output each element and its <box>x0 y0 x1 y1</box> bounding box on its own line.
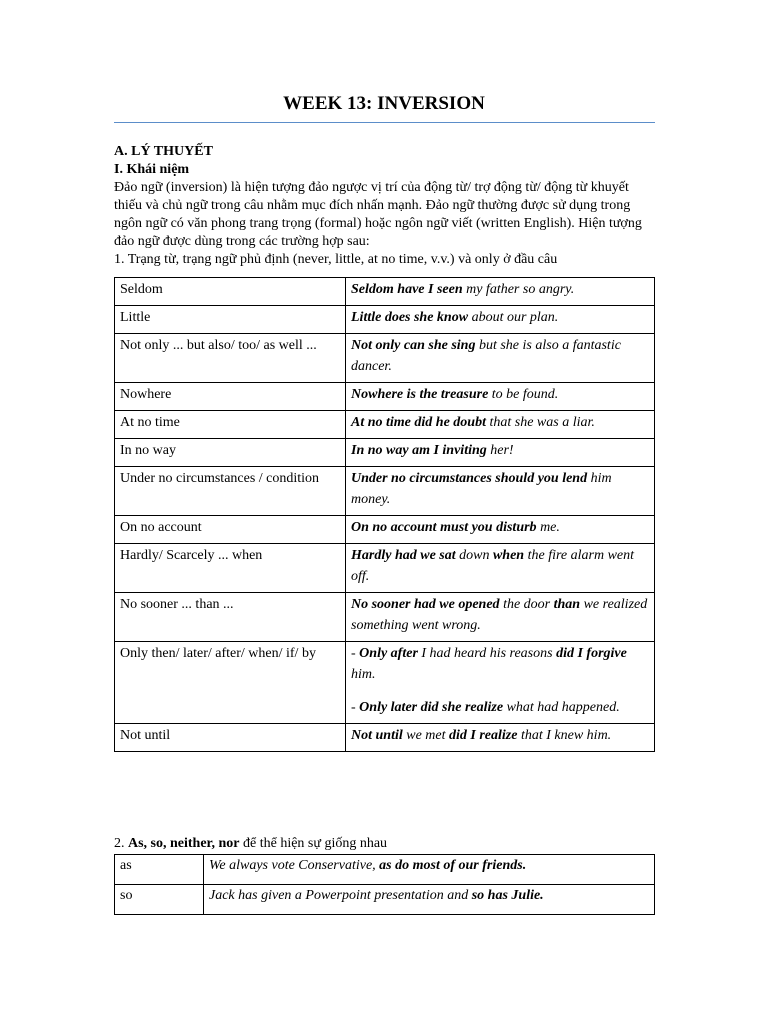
example-cell <box>346 306 655 334</box>
example-rest-2: the fire alarm went off. <box>351 548 635 584</box>
example-bold: At no time did he doubt <box>351 415 486 430</box>
example-cell <box>346 516 655 544</box>
example-rest: me. <box>536 520 560 535</box>
point-2-bold: As, so, neither, nor <box>128 836 240 851</box>
adverb-cell: At no time <box>115 411 346 439</box>
table-row <box>115 334 655 383</box>
point-1-heading: 1. Trạng từ, trạng ngữ phủ định (never, little, at no time, v.v.) và only ở đầu câu <box>114 252 558 267</box>
example-bold: Hardly had we sat <box>351 548 456 563</box>
example-bold: Only after <box>359 646 418 661</box>
example-bold-2: than <box>553 597 581 612</box>
example-line-1 <box>351 643 649 685</box>
example-rest: we met <box>402 728 450 743</box>
example-cell <box>346 334 655 383</box>
definition-paragraph: Đảo ngữ (inversion) là hiện tượng đảo ngược vị trí của động từ/ trợ động từ/ động từ khuyết thiếu và chủ ngữ trong câu nhằm mục đích nhấn mạnh. Đảo ngữ thường được sử dụng trong ngôn ngữ có văn phong trang trọng (formal) hoặc ngôn ngữ viết (written English). Hiện tượng đảo ngữ được dùng trong các trường hợp sau: <box>114 180 642 249</box>
table-row <box>115 544 655 593</box>
example-rest-2: him. <box>351 667 376 682</box>
example-cell <box>346 467 655 516</box>
example-rest: that she was a liar. <box>485 415 595 430</box>
example-rest: to be found. <box>488 387 559 402</box>
point-2-number: 2. <box>114 836 128 851</box>
section-heading-i: I. Khái niệm <box>114 162 190 177</box>
adverb-cell: Under no circumstances / condition <box>115 467 346 516</box>
adverb-cell: Hardly/ Scarcely ... when <box>115 544 346 593</box>
table-row <box>115 593 655 642</box>
table-row <box>115 439 655 467</box>
adverb-cell: Only then/ later/ after/ when/ if/ by <box>115 642 346 724</box>
example-bold-2: did I forgive <box>556 646 627 661</box>
example-bold: Not only can she sing <box>351 338 476 353</box>
adverb-cell: Nowhere <box>115 383 346 411</box>
example-bold: as do most of our friends. <box>379 858 527 873</box>
section-heading-a: A. LÝ THUYẾT <box>114 144 213 159</box>
table-row <box>115 306 655 334</box>
adverb-cell: Little <box>115 306 346 334</box>
table-row <box>115 411 655 439</box>
table-row <box>115 467 655 516</box>
example-rest: what had happened. <box>503 700 620 715</box>
example-cell <box>346 278 655 306</box>
similarity-table <box>114 854 655 915</box>
theory-section <box>114 143 659 269</box>
example-bold: Only later did she realize <box>359 700 504 715</box>
example-bold-2: did I realize <box>449 728 518 743</box>
point-2-heading <box>114 836 387 852</box>
word-cell: so <box>115 885 204 915</box>
example-rest-2: that I knew him. <box>517 728 612 743</box>
example-bold: Nowhere is the treasure <box>351 387 489 402</box>
example-cell <box>346 724 655 752</box>
table-row <box>115 855 655 885</box>
dash: - <box>351 700 360 715</box>
example-text: Jack has given a Powerpoint presentation and <box>209 888 472 903</box>
example-bold: Not until <box>351 728 403 743</box>
example-cell <box>346 593 655 642</box>
table-row <box>115 724 655 752</box>
page-title: WEEK 13: INVERSION <box>283 93 485 114</box>
example-cell <box>346 439 655 467</box>
adverb-cell: Seldom <box>115 278 346 306</box>
example-bold: Under no circumstances should you lend <box>351 471 588 486</box>
example-cell <box>346 642 655 724</box>
example-bold: Little does she know <box>351 310 469 325</box>
title-underline <box>114 122 655 123</box>
word-cell: as <box>115 855 204 885</box>
example-rest: him money. <box>351 471 612 507</box>
example-rest: the door <box>499 597 554 612</box>
table-row <box>115 642 655 724</box>
example-bold: No sooner had we opened <box>351 597 500 612</box>
point-2-rest: để thể hiện sự giống nhau <box>239 836 388 851</box>
table-row <box>115 885 655 915</box>
example-bold-2: when <box>492 548 525 563</box>
adverb-cell: Not until <box>115 724 346 752</box>
table-row <box>115 278 655 306</box>
example-line-2 <box>351 697 649 718</box>
adverb-cell: No sooner ... than ... <box>115 593 346 642</box>
example-rest: down <box>455 548 493 563</box>
example-cell <box>346 411 655 439</box>
example-rest: her! <box>486 443 514 458</box>
example-bold: On no account must you disturb <box>351 520 537 535</box>
example-rest: about our plan. <box>468 310 559 325</box>
adverb-cell: In no way <box>115 439 346 467</box>
example-text: We always vote Conservative, <box>209 858 380 873</box>
example-bold: so has Julie. <box>471 888 544 903</box>
example-cell <box>204 885 655 915</box>
example-cell <box>346 383 655 411</box>
table-row <box>115 383 655 411</box>
example-bold: In no way am I inviting <box>351 443 487 458</box>
example-cell <box>204 855 655 885</box>
example-rest: my father so angry. <box>462 282 575 297</box>
example-rest: but she is also a fantastic dancer. <box>351 338 621 374</box>
example-rest-2: we realized something went wrong. <box>351 597 648 633</box>
inversion-table <box>114 277 655 752</box>
example-rest: I had heard his reasons <box>417 646 557 661</box>
adverb-cell: On no account <box>115 516 346 544</box>
table-row <box>115 516 655 544</box>
dash: - <box>351 646 360 661</box>
example-cell <box>346 544 655 593</box>
example-bold: Seldom have I seen <box>351 282 463 297</box>
adverb-cell: Not only ... but also/ too/ as well ... <box>115 334 346 383</box>
